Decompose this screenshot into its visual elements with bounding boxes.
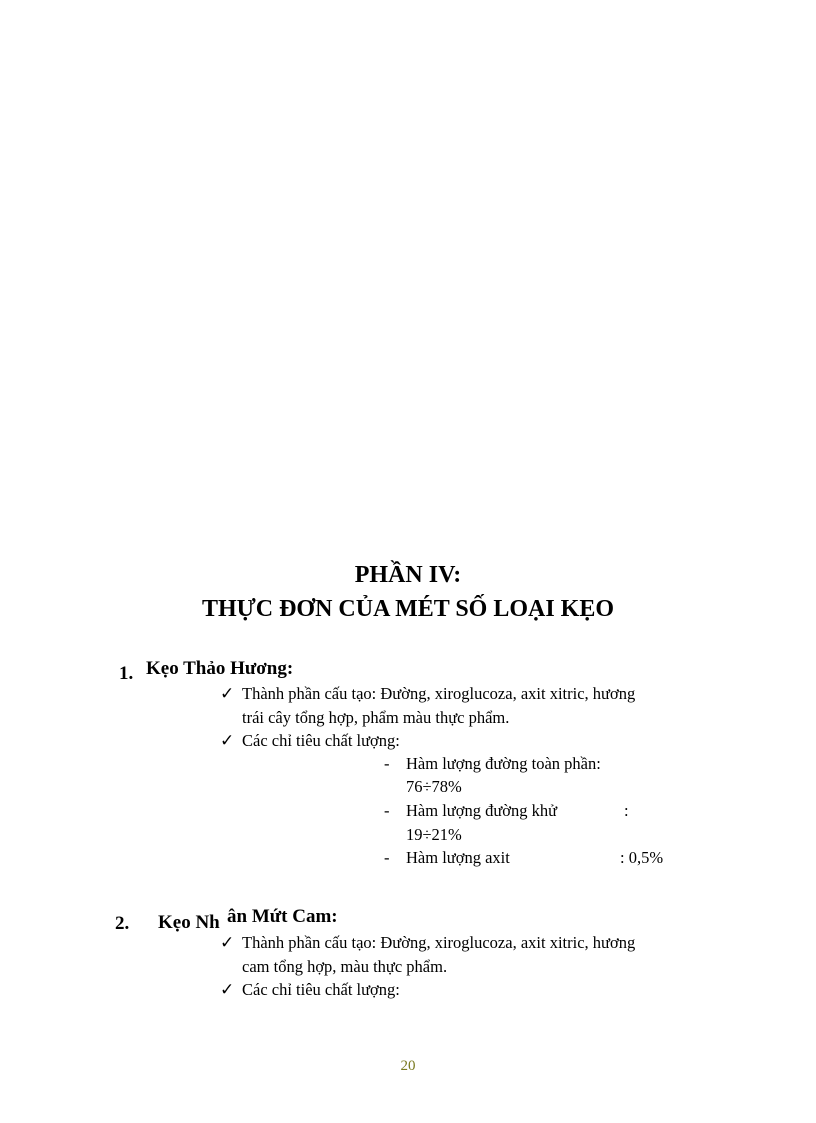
checkmark-icon: ✓ [220, 933, 235, 952]
section-2-title-part1: Kẹo Nh [158, 912, 220, 933]
criterion-acid-value: : 0,5% [620, 848, 664, 867]
page-number: 20 [400, 1058, 416, 1074]
criterion-reducing-sugar: - Hàm lượng đường khử [384, 801, 558, 820]
dash-bullet-icon: - [384, 754, 390, 773]
section-1-composition-cont: trái cây tổng hợp, phẩm màu thực phẩm. [242, 708, 510, 727]
part-heading: PHẦN IV: [354, 562, 462, 588]
dash-bullet-icon: - [384, 848, 390, 867]
section-1-composition: ✓ Thành phần cấu tạo: Đường, xiroglucoza, axit xitric, hương [220, 684, 636, 703]
criterion-total-sugar: - Hàm lượng đường toàn phần: [384, 754, 601, 773]
section-1-title: Kẹo Thảo Hương: [146, 658, 294, 679]
section-2-composition-cont: cam tổng hợp, màu thực phẩm. [242, 957, 448, 976]
section-2-number: 2. [115, 913, 130, 934]
criterion-reducing-sugar-colon: : [624, 801, 629, 820]
section-2-quality-label: ✓ Các chỉ tiêu chất lượng: [220, 980, 400, 999]
criterion-total-sugar-value: 76÷78% [406, 777, 462, 796]
section-2-composition: ✓ Thành phần cấu tạo: Đường, xiroglucoza, axit xitric, hương [220, 933, 636, 952]
dash-bullet-icon: - [384, 801, 390, 820]
checkmark-icon: ✓ [220, 684, 235, 703]
criterion-acid: - Hàm lượng axit [384, 848, 510, 867]
section-2-title-part2: ân Mứt Cam: [227, 906, 338, 927]
checkmark-icon: ✓ [220, 731, 235, 750]
criterion-reducing-sugar-value: 19÷21% [406, 825, 462, 844]
section-1-quality-label: ✓ Các chỉ tiêu chất lượng: [220, 731, 400, 750]
checkmark-icon: ✓ [220, 980, 235, 999]
section-1-number: 1. [119, 663, 134, 684]
page-title: THỰC ĐƠN CỦA MÉT SỐ LOẠI KẸO [201, 596, 615, 622]
